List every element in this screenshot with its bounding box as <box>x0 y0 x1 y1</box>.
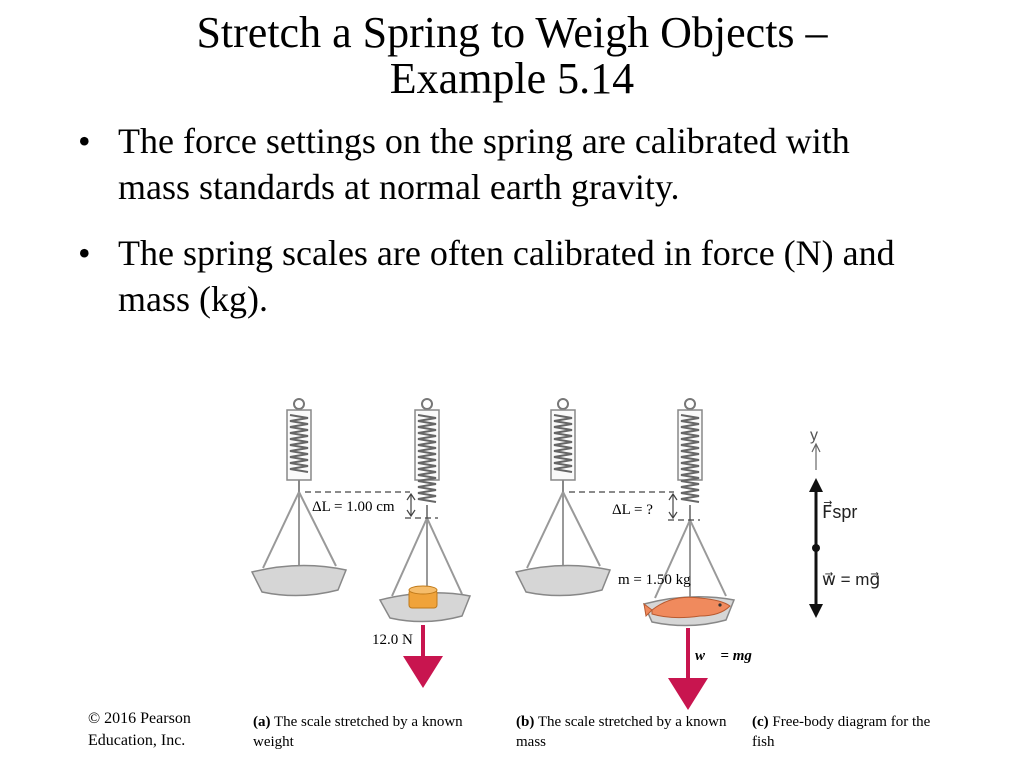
caption-b-tag: (b) <box>516 714 535 730</box>
copyright-line-1: © 2016 Pearson <box>88 710 191 727</box>
fish-point-icon <box>812 544 820 552</box>
copyright-notice <box>88 708 191 752</box>
caption-b <box>516 712 731 752</box>
caption-a-tag: (a) <box>253 714 271 730</box>
scale-b-unloaded <box>516 399 610 596</box>
copyright-line-2: Education, Inc. <box>88 732 186 749</box>
caption-c-text: Free-body diagram for the fish <box>752 714 931 750</box>
caption-a <box>253 712 468 752</box>
delta-l-label-b: ΔL = ? <box>612 502 653 518</box>
title-line-1: Stretch a Spring to Weigh Objects – <box>196 8 828 57</box>
bullet-symbol: • <box>78 233 91 273</box>
mass-label-b: m = 1.50 kg <box>618 572 691 588</box>
force-label-a: 12.0 N <box>372 632 413 648</box>
caption-c <box>752 712 932 752</box>
y-axis-label: y <box>810 427 818 444</box>
bullet-text: The force settings on the spring are calibrated with mass standards at normal earth gravity. <box>118 121 850 207</box>
bullet-symbol: • <box>78 121 91 161</box>
free-body-diagram <box>809 444 823 618</box>
scale-a-unloaded <box>252 399 346 596</box>
delta-l-label-a: ΔL = 1.00 cm <box>312 499 395 515</box>
title-line-2: Example 5.14 <box>389 54 635 103</box>
weight-label-c: w⃗ = mg⃗ <box>822 570 881 589</box>
caption-a-text: The scale stretched by a known weight <box>253 714 463 750</box>
weight-label-b: w⃗ = mg⃗ <box>695 648 764 664</box>
caption-b-text: The scale stretched by a known mass <box>516 714 727 750</box>
spring-force-label: F⃗spr <box>822 502 858 522</box>
caption-c-tag: (c) <box>752 714 769 730</box>
bullet-text: The spring scales are often calibrated in force (N) and mass (kg). <box>118 233 895 319</box>
